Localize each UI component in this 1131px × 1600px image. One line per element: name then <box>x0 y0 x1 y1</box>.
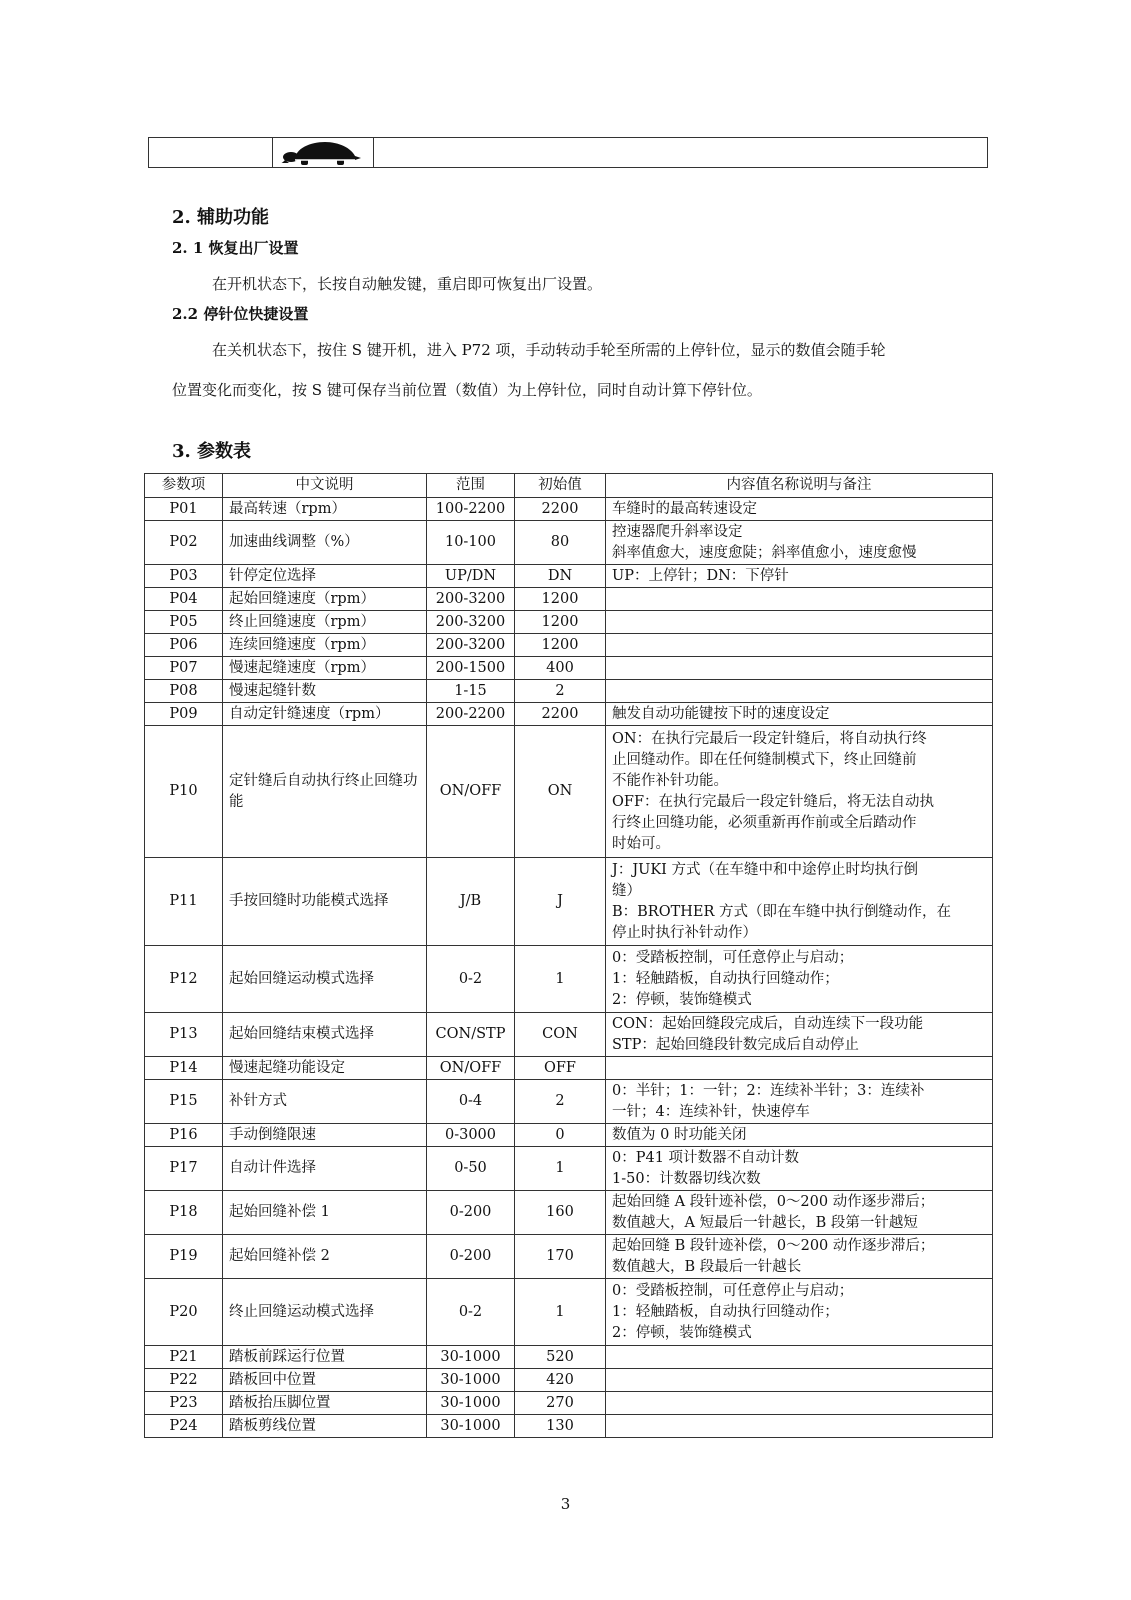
param-code: P11 <box>145 858 223 946</box>
param-range: 200-2200 <box>427 703 515 726</box>
param-initial-value: 2 <box>515 680 606 703</box>
note-line: 0：受踏板控制，可任意停止与启动； <box>612 1282 854 1299</box>
note-line: 数值为 0 时功能关闭 <box>612 1126 747 1143</box>
note-line: 2：停顿，装饰缝模式 <box>612 991 752 1008</box>
param-notes <box>606 498 993 521</box>
param-initial-value: 420 <box>515 1369 606 1392</box>
param-description: 手动倒缝限速 <box>223 1124 427 1147</box>
param-initial-value: 1200 <box>515 611 606 634</box>
section-2-2-title: 2.2 停针位快捷设置 <box>172 305 309 323</box>
table-row <box>145 1057 993 1080</box>
param-description: 定针缝后自动执行终止回缝功能 <box>223 726 427 858</box>
param-notes <box>606 634 993 657</box>
param-range: 1-15 <box>427 680 515 703</box>
param-initial-value: 0 <box>515 1124 606 1147</box>
param-range: 200-3200 <box>427 634 515 657</box>
param-range: 0-50 <box>427 1147 515 1191</box>
param-range: ON/OFF <box>427 726 515 858</box>
param-description: 踏板抬压脚位置 <box>223 1392 427 1415</box>
note-line: 车缝时的最高转速设定 <box>612 500 757 517</box>
param-initial-value: 160 <box>515 1191 606 1235</box>
section-2-title: 2. 辅助功能 <box>172 207 270 228</box>
param-initial-value: J <box>515 858 606 946</box>
param-notes <box>606 1346 993 1369</box>
param-code: P03 <box>145 565 223 588</box>
param-description: 起始回缝运动模式选择 <box>223 946 427 1013</box>
param-notes <box>606 565 993 588</box>
param-code: P13 <box>145 1013 223 1057</box>
param-code: P15 <box>145 1080 223 1124</box>
param-range: 0-2 <box>427 1279 515 1346</box>
param-description: 终止回缝运动模式选择 <box>223 1279 427 1346</box>
section-2-1-text <box>172 264 972 304</box>
note-line: 数值越大，A 短最后一针越长，B 段第一针越短 <box>612 1214 918 1231</box>
param-range: 30-1000 <box>427 1415 515 1438</box>
note-line: 触发自动功能键按下时的速度设定 <box>612 705 830 722</box>
table-row <box>145 680 993 703</box>
param-notes <box>606 1369 993 1392</box>
param-description: 自动计件选择 <box>223 1147 427 1191</box>
table-cell-empty <box>149 138 273 167</box>
table-row <box>145 657 993 680</box>
param-notes <box>606 1147 993 1191</box>
param-range: 10-100 <box>427 521 515 565</box>
param-range: 0-3000 <box>427 1124 515 1147</box>
param-initial-value: CON <box>515 1013 606 1057</box>
param-notes <box>606 1057 993 1080</box>
param-description: 慢速起缝功能设定 <box>223 1057 427 1080</box>
speed-icon-table-fragment <box>148 137 988 168</box>
param-initial-value: OFF <box>515 1057 606 1080</box>
param-range: 0-200 <box>427 1191 515 1235</box>
section-3-title: 3. 参数表 <box>172 441 252 462</box>
table-row <box>145 1191 993 1235</box>
param-initial-value: 400 <box>515 657 606 680</box>
param-range: 30-1000 <box>427 1369 515 1392</box>
note-line: UP：上停针；DN：下停针 <box>612 567 789 584</box>
param-initial-value: 1 <box>515 1279 606 1346</box>
note-line: B：BROTHER 方式（即在车缝中执行倒缝动作，在 <box>612 903 952 920</box>
section-2-2-text <box>172 330 972 410</box>
table-row <box>145 726 993 858</box>
table-row <box>145 565 993 588</box>
section-2-2-line-2: 位置变化而变化，按 S 键可保存当前位置（数值）为上停针位，同时自动计算下停针位。 <box>172 381 762 399</box>
param-initial-value: 520 <box>515 1346 606 1369</box>
param-notes <box>606 1392 993 1415</box>
param-initial-value: 1200 <box>515 634 606 657</box>
param-range: J/B <box>427 858 515 946</box>
param-initial-value: 1 <box>515 1147 606 1191</box>
param-range: 200-3200 <box>427 611 515 634</box>
param-description: 慢速起缝速度（rpm） <box>223 657 427 680</box>
param-notes <box>606 726 993 858</box>
param-description: 起始回缝速度（rpm） <box>223 588 427 611</box>
param-notes <box>606 1279 993 1346</box>
param-code: P21 <box>145 1346 223 1369</box>
turtle-icon <box>281 140 365 166</box>
param-description: 终止回缝速度（rpm） <box>223 611 427 634</box>
note-line: 停止时执行补针动作） <box>612 924 757 941</box>
note-line: 控速器爬升斜率设定 <box>612 523 743 540</box>
param-description: 针停定位选择 <box>223 565 427 588</box>
param-code: P09 <box>145 703 223 726</box>
param-notes <box>606 946 993 1013</box>
section-2-2-line-1: 在关机状态下，按住 S 键开机，进入 P72 项，手动转动手轮至所需的上停针位，显示的数值会随手轮 <box>212 341 886 359</box>
note-line: 时始可。 <box>612 835 670 852</box>
param-code: P22 <box>145 1369 223 1392</box>
param-range: 0-4 <box>427 1080 515 1124</box>
param-initial-value: 130 <box>515 1415 606 1438</box>
param-range: 0-200 <box>427 1235 515 1279</box>
table-row <box>145 1235 993 1279</box>
param-notes <box>606 680 993 703</box>
param-notes <box>606 1013 993 1057</box>
note-line: 0：半针；1：一针；2：连续补半针；3：连续补 <box>612 1082 925 1099</box>
table-row <box>145 946 993 1013</box>
param-code: P24 <box>145 1415 223 1438</box>
param-description: 补针方式 <box>223 1080 427 1124</box>
table-row <box>145 1279 993 1346</box>
param-code: P17 <box>145 1147 223 1191</box>
note-line: 缝） <box>612 882 641 899</box>
parameter-table <box>144 473 993 1438</box>
param-description: 踏板前踩运行位置 <box>223 1346 427 1369</box>
note-line: 0：P41 项计数器不自动计数 <box>612 1149 800 1166</box>
table-cell-icon <box>273 138 374 167</box>
header-param: 参数项 <box>145 474 223 498</box>
note-line: CON：起始回缝段完成后，自动连续下一段功能 <box>612 1015 924 1032</box>
param-code: P01 <box>145 498 223 521</box>
note-line: 一针；4：连续补针，快速停车 <box>612 1103 810 1120</box>
table-row <box>145 1346 993 1369</box>
param-description: 踏板剪线位置 <box>223 1415 427 1438</box>
note-line: ON：在执行完最后一段定针缝后，将自动执行终 <box>612 730 927 747</box>
param-code: P19 <box>145 1235 223 1279</box>
param-initial-value: 270 <box>515 1392 606 1415</box>
param-code: P16 <box>145 1124 223 1147</box>
table-row <box>145 634 993 657</box>
param-range: ON/OFF <box>427 1057 515 1080</box>
table-row <box>145 1013 993 1057</box>
note-line: 起始回缝 B 段针迹补偿，0～200 动作逐步滞后； <box>612 1237 935 1254</box>
table-row <box>145 1415 993 1438</box>
note-line: 起始回缝 A 段针迹补偿，0～200 动作逐步滞后； <box>612 1193 935 1210</box>
param-initial-value: 2200 <box>515 703 606 726</box>
header-range: 范围 <box>427 474 515 498</box>
note-line: J：JUKI 方式（在车缝中和中途停止时均执行倒 <box>612 861 919 878</box>
param-description: 起始回缝补偿 1 <box>223 1191 427 1235</box>
table-row <box>145 1124 993 1147</box>
param-description: 手按回缝时功能模式选择 <box>223 858 427 946</box>
table-row <box>145 1080 993 1124</box>
header-description: 中文说明 <box>223 474 427 498</box>
param-code: P05 <box>145 611 223 634</box>
section-2-1-text-content: 在开机状态下，长按自动触发键，重启即可恢复出厂设置。 <box>212 275 603 293</box>
note-line: OFF：在执行完最后一段定针缝后，将无法自动执 <box>612 793 935 810</box>
note-line: 行终止回缝功能，必须重新再作前或全后踏动作 <box>612 814 917 831</box>
header-initial: 初始值 <box>515 474 606 498</box>
table-row <box>145 703 993 726</box>
table-row <box>145 521 993 565</box>
note-line: 1：轻触踏板，自动执行回缝动作； <box>612 970 839 987</box>
param-initial-value: 1200 <box>515 588 606 611</box>
param-initial-value: ON <box>515 726 606 858</box>
note-line: 数值越大，B 段最后一针越长 <box>612 1258 802 1275</box>
note-line: 止回缝动作。即在任何缝制模式下，终止回缝前 <box>612 751 917 768</box>
section-2-1-title: 2. 1 恢复出厂设置 <box>172 239 299 257</box>
param-code: P04 <box>145 588 223 611</box>
param-description: 加速曲线调整（%） <box>223 521 427 565</box>
param-range: 30-1000 <box>427 1346 515 1369</box>
param-code: P02 <box>145 521 223 565</box>
note-line: 1：轻触踏板，自动执行回缝动作； <box>612 1303 839 1320</box>
note-line: 2：停顿，装饰缝模式 <box>612 1324 752 1341</box>
param-code: P06 <box>145 634 223 657</box>
table-row <box>145 1147 993 1191</box>
param-notes <box>606 1235 993 1279</box>
param-code: P07 <box>145 657 223 680</box>
param-code: P14 <box>145 1057 223 1080</box>
note-line: 不能作补针功能。 <box>612 772 728 789</box>
param-code: P12 <box>145 946 223 1013</box>
param-description: 起始回缝补偿 2 <box>223 1235 427 1279</box>
param-initial-value: DN <box>515 565 606 588</box>
param-range: CON/STP <box>427 1013 515 1057</box>
param-range: 0-2 <box>427 946 515 1013</box>
param-description: 起始回缝结束模式选择 <box>223 1013 427 1057</box>
param-description: 连续回缝速度（rpm） <box>223 634 427 657</box>
param-notes <box>606 1124 993 1147</box>
param-code: P20 <box>145 1279 223 1346</box>
param-initial-value: 2200 <box>515 498 606 521</box>
param-notes <box>606 1191 993 1235</box>
table-cell-empty <box>374 138 987 167</box>
param-notes <box>606 521 993 565</box>
param-description: 慢速起缝针数 <box>223 680 427 703</box>
table-header-row <box>145 474 993 498</box>
param-code: P10 <box>145 726 223 858</box>
param-notes <box>606 703 993 726</box>
param-code: P18 <box>145 1191 223 1235</box>
note-line: STP：起始回缝段针数完成后自动停止 <box>612 1036 859 1053</box>
header-notes: 内容值名称说明与备注 <box>606 474 993 498</box>
param-code: P08 <box>145 680 223 703</box>
param-description: 最高转速（rpm） <box>223 498 427 521</box>
param-initial-value: 170 <box>515 1235 606 1279</box>
param-range: 200-3200 <box>427 588 515 611</box>
param-notes <box>606 611 993 634</box>
table-row <box>145 1392 993 1415</box>
param-description: 自动定针缝速度（rpm） <box>223 703 427 726</box>
param-notes <box>606 1080 993 1124</box>
param-initial-value: 2 <box>515 1080 606 1124</box>
page-number: 3 <box>560 1495 571 1513</box>
param-initial-value: 1 <box>515 946 606 1013</box>
note-line: 0：受踏板控制，可任意停止与启动； <box>612 949 854 966</box>
param-notes <box>606 1415 993 1438</box>
table-row <box>145 498 993 521</box>
param-initial-value: 80 <box>515 521 606 565</box>
param-range: 30-1000 <box>427 1392 515 1415</box>
table-row <box>145 588 993 611</box>
param-code: P23 <box>145 1392 223 1415</box>
param-description: 踏板回中位置 <box>223 1369 427 1392</box>
param-notes <box>606 588 993 611</box>
note-line: 斜率值愈大，速度愈陡；斜率值愈小，速度愈慢 <box>612 544 917 561</box>
param-notes <box>606 858 993 946</box>
table-body <box>145 498 993 1438</box>
table-row <box>145 858 993 946</box>
param-notes <box>606 657 993 680</box>
table-row <box>145 611 993 634</box>
param-range: 200-1500 <box>427 657 515 680</box>
param-range: 100-2200 <box>427 498 515 521</box>
param-range: UP/DN <box>427 565 515 588</box>
note-line: 1-50：计数器切线次数 <box>612 1170 761 1187</box>
table-row <box>145 1369 993 1392</box>
